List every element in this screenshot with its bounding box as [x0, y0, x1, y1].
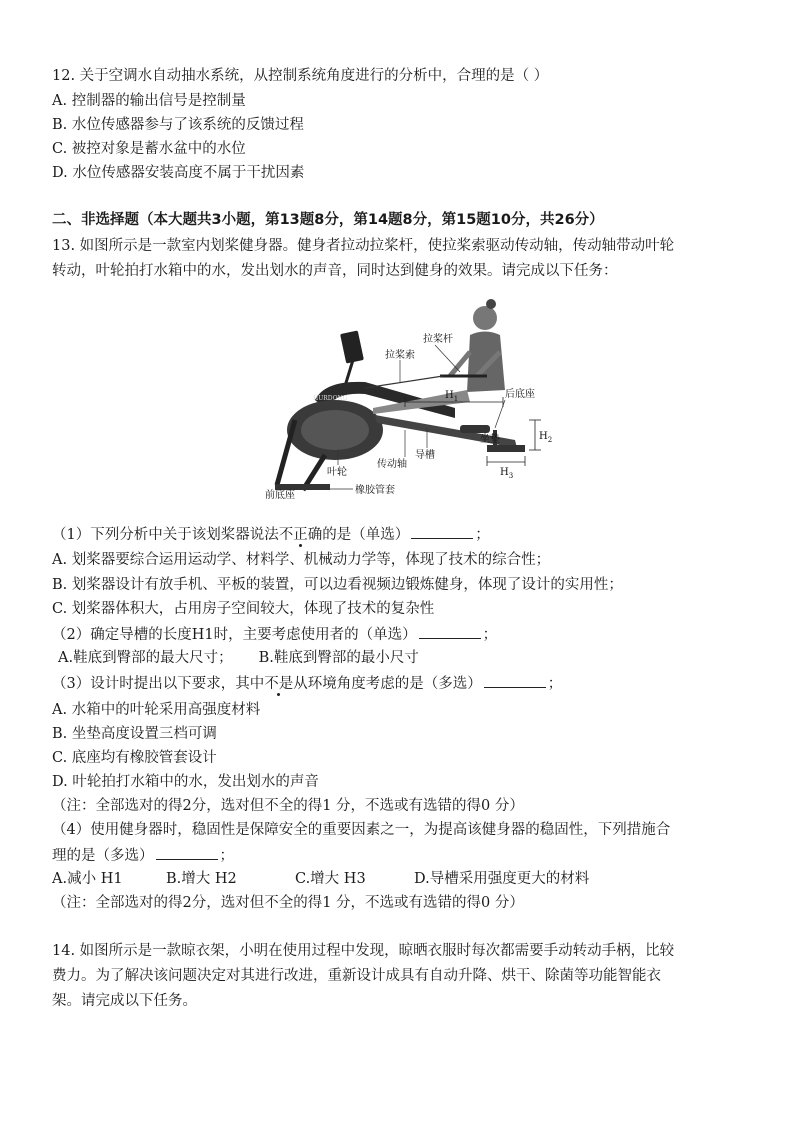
q12-stem: 12. 关于空调水自动抽水系统，从控制系统角度进行的分析中，合理的是（ ） [52, 68, 549, 84]
q14-line-3: 架。请完成以下任务。 [52, 993, 197, 1009]
q12-option-d: D. 水位传感器安装高度不属于干扰因素 [52, 165, 305, 181]
q14-line-1: 14. 如图所示是一款晾衣架，小明在使用过程中发现，晾晒衣服时每次都需要手动转动手柄，比较 [52, 943, 675, 959]
answer-blank-1[interactable] [411, 524, 473, 539]
q13-sub1-option-a: A. 划桨器要综合运用运动学、材料学、机械动力学等，体现了技术的综合性； [52, 552, 551, 568]
label-rear-base: 后底座 [505, 389, 535, 400]
answer-blank-2[interactable] [419, 624, 481, 639]
q13-sub4-option-b: B.增大 H2 [166, 871, 237, 887]
rowing-machine-figure [255, 290, 555, 505]
label-impeller: 叶轮 [327, 467, 347, 478]
person-head [473, 306, 497, 330]
q12-option-c: C. 被控对象是蓄水盆中的水位 [52, 141, 246, 157]
person-torso [467, 332, 505, 393]
q13-sub1-stem: （1）下列分析中关于该划桨器说法不正确的是（单选） ； [52, 524, 490, 545]
label-pull-rod: 拉桨杆 [423, 334, 453, 345]
q13-intro-line-1: 13. 如图所示是一款室内划桨健身器。健身者拉动拉桨杆，使拉桨索驱动传动轴，传动轴带动叶轮 [52, 238, 675, 254]
q13-sub4-stem-line-1: （4）使用健身器时，稳固性是保障安全的重要因素之一，为提高该健身器的稳固性，下列措施合 [52, 822, 671, 838]
q13-sub1-option-c: C. 划桨器体积大，占用房子空间较大，体现了技术的复杂性 [52, 601, 435, 617]
answer-blank-4[interactable] [156, 845, 218, 860]
pull-rope [365, 376, 443, 388]
label-h3: $H_3$ [500, 467, 514, 480]
q12-option-b: B. 水位传感器参与了该系统的反馈过程 [52, 117, 304, 133]
tablet-holder [340, 330, 364, 363]
q13-sub4-option-d: D.导槽采用强度更大的材料 [414, 871, 590, 887]
q13-sub4-note: （注：全部选对的得2分，选对但不全的得1 分，不选或有选错的得0 分） [52, 895, 524, 911]
q13-sub2-options [58, 648, 419, 668]
label-front-base: 前底座 [265, 490, 295, 501]
rear-base-bar [487, 445, 525, 452]
answer-blank-3[interactable] [484, 673, 546, 688]
q13-sub3-option-b: B. 坐垫高度设置三档可调 [52, 726, 217, 742]
label-h2: $H_2$ [539, 431, 553, 444]
emphasis-not: 不是 [264, 676, 294, 692]
q14-line-2: 费力。为了解决该问题决定对其进行改进，重新设计成具有自动升降、烘干、除菌等功能智能衣 [52, 968, 661, 984]
q13-sub2-option-b: B.鞋底到臀部的最小尺寸 [258, 650, 419, 666]
q13-sub3-stem: （3）设计时提出以下要求，其中不是从环境角度考虑的是（多选） ； [52, 673, 562, 694]
q13-intro-line-2: 转动，叶轮拍打水箱中的水，发出划水的声音，同时达到健身的效果。请完成以下任务： [52, 263, 618, 279]
label-rail: 导槽 [415, 450, 435, 461]
label-seat: 坐垫 [480, 434, 500, 445]
q13-sub3-note: （注：全部选对的得2分，选对但不全的得1 分，不选或有选错的得0 分） [52, 798, 524, 814]
q13-sub2-option-a: A.鞋底到臀部的最大尺寸； [58, 650, 233, 666]
label-rubber-sleeve: 橡胶管套 [355, 485, 395, 496]
q13-sub2-stem: （2）确定导槽的长度H1时，主要考虑使用者的（单选） ； [52, 624, 497, 645]
brand-label: HURDONG [313, 395, 348, 402]
section-title: 二、非选择题（本大题共3小题，第13题8分，第14题8分，第15题10分，共26分） [52, 212, 604, 228]
q13-sub4-stem-line-2: 理的是（多选） ； [52, 845, 234, 866]
emphasis-not-correct: 不正确 [278, 527, 323, 543]
label-h1: $H_1$ [445, 390, 459, 403]
label-pull-rope: 拉桨索 [385, 350, 415, 361]
q13-sub4-option-a: A.减小 H1 [52, 871, 123, 887]
q12-option-a: A. 控制器的输出信号是控制量 [52, 93, 246, 109]
q13-sub4-option-c: C.增大 H3 [295, 871, 366, 887]
q13-sub3-option-a: A. 水箱中的叶轮采用高强度材料 [52, 702, 261, 718]
q13-sub3-option-c: C. 底座均有橡胶管套设计 [52, 750, 217, 766]
seat [460, 425, 490, 433]
q13-sub3-option-d: D. 叶轮拍打水箱中的水，发出划水的声音 [52, 774, 319, 790]
q13-sub1-option-b: B. 划桨器设计有放手机、平板的装置，可以边看视频边锻炼健身，体现了设计的实用性； [52, 577, 623, 593]
label-shaft: 传动轴 [377, 459, 407, 470]
